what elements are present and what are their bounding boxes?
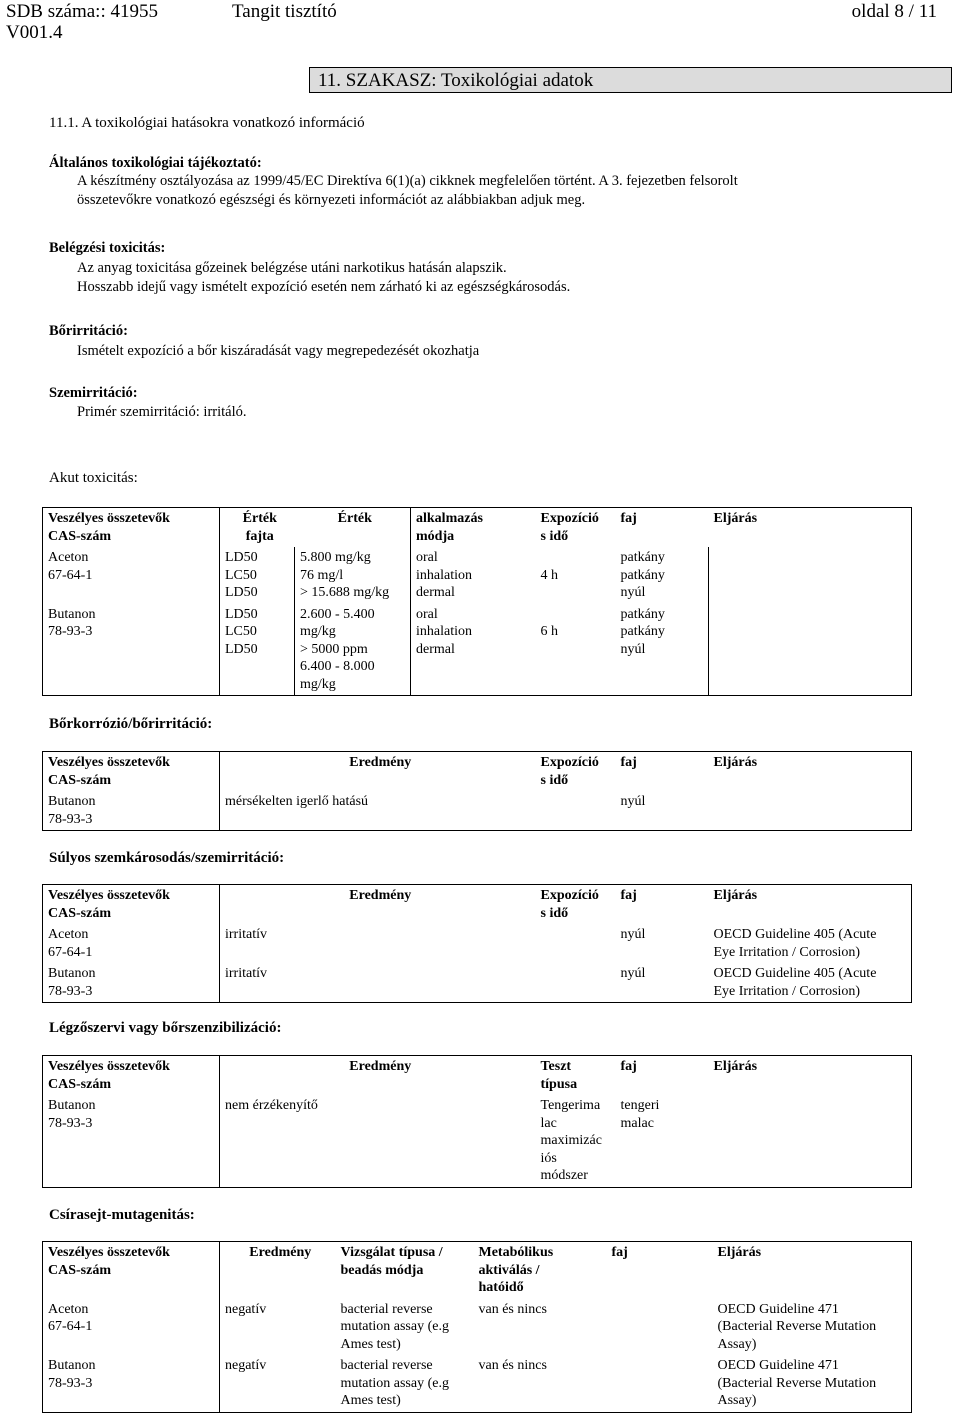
section-title: 11. SZAKASZ: Toxikológiai adatok <box>309 67 952 93</box>
table-header-row <box>43 508 912 548</box>
table-cell <box>607 1355 713 1412</box>
table-row <box>43 1299 912 1356</box>
table-cell: Butanon 78-93-3 <box>48 794 96 827</box>
general-text-2: összetevőkre vonatkozó egészségi és környezeti információt az alábbiakban adjuk meg. <box>77 192 586 208</box>
eye-damage-table <box>42 884 912 1003</box>
product-name: Tangit tisztító <box>232 1 337 22</box>
table-row <box>43 1355 912 1412</box>
table-cell <box>709 547 912 604</box>
general-label: Általános toxikológiai tájékoztató: <box>49 155 262 171</box>
acute-toxicity-label: Akut toxicitás: <box>49 470 138 486</box>
header-cell: Eredmény <box>220 752 536 792</box>
table-row <box>43 924 912 963</box>
table-cell: 4 h <box>540 567 558 583</box>
sensitization-table <box>42 1055 912 1188</box>
inhalation-text-2: Hosszabb idejű vagy ismételt expozíció esetén nem zárható ki az egészségkárosodás. <box>77 279 571 295</box>
header-cell: Veszélyes összetevők CAS-szám <box>48 511 170 544</box>
table-cell: Tengerima lac maximizác iós módszer <box>540 1098 602 1183</box>
table-row <box>43 791 912 831</box>
skin-corrosion-label: Bőrkorrózió/bőrirritáció: <box>49 716 213 732</box>
table-cell: mérsékelten igerlő hatású <box>220 791 536 831</box>
table-cell: Aceton 67-64-1 <box>48 550 93 583</box>
table-cell: patkány patkány nyúl <box>620 606 665 657</box>
header-cell: Eljárás <box>713 755 758 770</box>
mutagenicity-label: Csírasejt-mutagenitás: <box>49 1207 195 1223</box>
header-cell: Érték fajta <box>220 508 295 548</box>
table-header-row <box>43 1056 912 1096</box>
table-cell: oral inhalation dermal <box>411 604 536 696</box>
version: V001.4 <box>6 22 63 43</box>
table-cell: 6 h <box>540 624 558 639</box>
table-cell: bacterial reverse mutation assay (e.g Ames test) <box>340 1301 449 1352</box>
table-cell: van és nincs <box>478 1301 547 1317</box>
table-cell: nyúl <box>620 794 646 809</box>
header-cell: faj <box>620 511 637 526</box>
mutagenicity-table <box>42 1241 912 1413</box>
header-cell: Veszélyes összetevők CAS-szám <box>48 888 170 921</box>
header-cell: Expozíció s idő <box>540 755 599 788</box>
eye-irritation-text: Primér szemirritáció: irritáló. <box>77 404 247 420</box>
table-cell: OECD Guideline 405 (Acute Eye Irritation / Corrosion) <box>713 966 877 999</box>
header-cell: Metabólikus aktiválás / hatóidő <box>478 1245 554 1295</box>
table-row <box>43 963 912 1003</box>
table-cell: tengeri malac <box>620 1098 660 1131</box>
table-cell: nem érzékenyítő <box>220 1095 536 1187</box>
header-cell: Vizsgálat típusa / beadás módja <box>340 1245 443 1278</box>
acute-toxicity-table <box>42 507 912 696</box>
skin-corrosion-table <box>42 751 912 831</box>
header-cell: Eredmény <box>220 885 536 925</box>
header-cell: Veszélyes összetevők CAS-szám <box>48 1059 170 1092</box>
header-cell: faj <box>611 1245 628 1260</box>
table-cell: nyúl <box>620 927 646 942</box>
table-cell: OECD Guideline 471 (Bacterial Reverse Mutation Assay) <box>717 1301 877 1352</box>
table-cell <box>709 1095 912 1187</box>
table-cell <box>536 791 616 831</box>
header-cell: Veszélyes összetevők CAS-szám <box>48 755 170 788</box>
table-cell: Aceton 67-64-1 <box>48 927 93 960</box>
table-cell: Butanon 78-93-3 <box>48 606 96 639</box>
header-cell: Eredmény <box>220 1056 536 1096</box>
table-cell: negatív <box>220 1299 336 1356</box>
header-cell: Eljárás <box>717 1245 762 1260</box>
table-row <box>43 1095 912 1187</box>
table-cell: 2.600 - 5.400 mg/kg > 5000 ppm 6.400 - 8.000 mg/kg <box>295 604 411 696</box>
table-cell: van és nincs <box>478 1358 547 1373</box>
inhalation-text-1: Az anyag toxicitása gőzeinek belégzése utáni narkotikus hatásán alapszik. <box>77 260 507 276</box>
header-cell: faj <box>620 755 637 770</box>
table-cell: OECD Guideline 405 (Acute Eye Irritation / Corrosion) <box>713 927 877 960</box>
skin-irritation-text: Ismételt expozíció a bőr kiszáradását vagy megrepedezését okozhatja <box>77 343 480 359</box>
table-cell: LD50 LC50 LD50 <box>220 604 295 696</box>
table-cell <box>536 963 616 1003</box>
header-cell: Veszélyes összetevők CAS-szám <box>48 1245 170 1278</box>
table-cell: Butanon 78-93-3 <box>48 1358 96 1391</box>
table-cell: irritatív <box>220 963 536 1003</box>
inhalation-label: Belégzési toxicitás: <box>49 240 166 256</box>
header-cell: Eljárás <box>713 1059 758 1074</box>
skin-irritation-label: Bőrirritáció: <box>49 323 128 339</box>
table-cell: 5.800 mg/kg 76 mg/l > 15.688 mg/kg <box>295 547 411 604</box>
header-cell: Érték <box>337 511 372 526</box>
table-cell: nyúl <box>620 966 646 981</box>
table-cell: Butanon 78-93-3 <box>48 1098 96 1131</box>
table-cell: patkány patkány nyúl <box>620 550 665 600</box>
table-header-row <box>43 752 912 792</box>
header-cell: Expozíció s idő <box>540 511 599 544</box>
header-cell: Teszt típusa <box>540 1059 578 1092</box>
table-cell <box>709 604 912 696</box>
table-cell: Aceton 67-64-1 <box>48 1301 93 1334</box>
table-cell: OECD Guideline 471 (Bacterial Reverse Mutation Assay) <box>717 1358 877 1408</box>
header-cell: Eljárás <box>713 888 758 903</box>
general-text-1: A készítmény osztályozása az 1999/45/EC Direktíva 6(1)(a) cikknek megfelelően történt. A 3. fejezetben felsorolt <box>77 173 738 189</box>
header-cell: Expozíció s idő <box>540 888 599 921</box>
table-cell: irritatív <box>220 924 536 963</box>
table-cell <box>709 791 912 831</box>
table-cell: oral inhalation dermal <box>411 547 536 604</box>
table-cell: bacterial reverse mutation assay (e.g Ames test) <box>340 1358 449 1408</box>
table-row <box>43 547 912 604</box>
table-header-row <box>43 1242 912 1299</box>
subsection-11-1: 11.1. A toxikológiai hatásokra vonatkozó információ <box>49 115 365 131</box>
sensitization-label: Légzőszervi vagy bőrszenzibilizáció: <box>49 1020 282 1036</box>
sdb-number: SDB száma:: 41955 <box>6 1 158 22</box>
table-header-row <box>43 885 912 925</box>
table-cell: LD50 LC50 LD50 <box>220 547 295 604</box>
table-cell <box>536 924 616 963</box>
table-cell <box>607 1299 713 1356</box>
header-cell: Eljárás <box>713 511 758 526</box>
table-cell: negatív <box>220 1355 336 1412</box>
header-cell: alkalmazás módja <box>411 508 536 548</box>
table-cell: Butanon 78-93-3 <box>48 966 96 999</box>
page-number: oldal 8 / 11 <box>851 1 937 22</box>
eye-damage-label: Súlyos szemkárosodás/szemirritáció: <box>49 850 285 866</box>
header-cell: faj <box>620 888 637 903</box>
header-cell: Eredmény <box>220 1242 336 1299</box>
table-row <box>43 604 912 696</box>
header-cell: faj <box>620 1059 637 1074</box>
eye-irritation-label: Szemirritáció: <box>49 385 138 401</box>
